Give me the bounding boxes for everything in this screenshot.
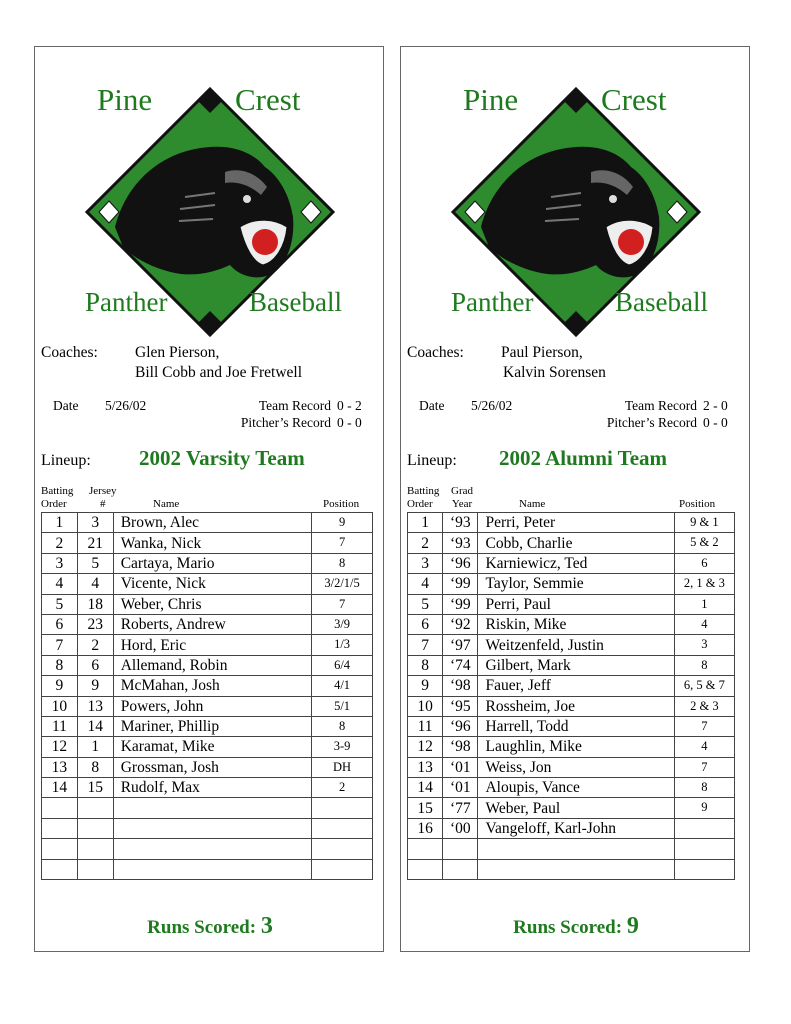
batting-order-cell [42, 798, 78, 818]
batting-order-cell: 1 [408, 513, 443, 533]
date-label: Date [419, 398, 445, 413]
batting-order-cell [408, 839, 443, 859]
batting-order-cell: 10 [42, 696, 78, 716]
jersey-number-cell: 14 [77, 716, 113, 736]
jersey-number-cell: 3 [77, 513, 113, 533]
position-cell: 9 [674, 798, 734, 818]
player-name-cell: Perri, Peter [478, 513, 674, 533]
table-row [42, 676, 373, 696]
player-name-cell: Harrell, Todd [478, 716, 674, 736]
position-cell: 8 [312, 553, 373, 573]
position-cell [674, 859, 734, 879]
player-name-cell: Taylor, Semmie [478, 574, 674, 594]
batting-order-cell: 7 [408, 635, 443, 655]
player-name-cell: Cartaya, Mario [113, 553, 311, 573]
batting-order-cell: 3 [42, 553, 78, 573]
position-cell: 3 [674, 635, 734, 655]
position-cell [674, 839, 734, 859]
batting-order-cell: 9 [42, 676, 78, 696]
position-cell: 9 & 1 [674, 513, 734, 533]
table-row [42, 818, 373, 838]
batting-order-cell: 8 [42, 655, 78, 675]
grad-year-cell: ‘99 [443, 574, 478, 594]
position-cell: 6/4 [312, 655, 373, 675]
jersey-number-cell: 13 [77, 696, 113, 716]
player-name-cell: Gilbert, Mark [478, 655, 674, 675]
table-row [42, 839, 373, 859]
header-order-text: Order [41, 498, 67, 510]
header-batting-text: Batting [41, 485, 74, 497]
lineup-rows [42, 513, 373, 880]
table-row [42, 594, 373, 614]
header-batting-text: Batting [407, 485, 440, 497]
batting-order-cell: 10 [408, 696, 443, 716]
position-cell: 3/2/1/5 [312, 574, 373, 594]
team-record-label: Team Record [624, 398, 697, 413]
position-cell: 5/1 [312, 696, 373, 716]
logo-word-crest: Crest [235, 82, 301, 117]
player-name-cell: Karniewicz, Ted [478, 553, 674, 573]
team-name: 2002 Alumni Team [499, 446, 668, 470]
table-row [42, 798, 373, 818]
player-name-cell [113, 859, 311, 879]
table-row [408, 553, 735, 573]
table-row [42, 737, 373, 757]
header-jersey [89, 485, 117, 511]
header-hash-text: # [100, 498, 106, 510]
table-row [42, 696, 373, 716]
jersey-number-cell: 15 [77, 778, 113, 798]
grad-year-cell: ‘01 [443, 778, 478, 798]
player-name-cell: Vicente, Nick [113, 574, 311, 594]
coach-line-1: Glen Pierson, [135, 344, 220, 361]
position-cell: 4 [674, 614, 734, 634]
batting-order-cell: 1 [42, 513, 78, 533]
player-name-cell [113, 839, 311, 859]
position-cell [312, 798, 373, 818]
player-name-cell: Karamat, Mike [113, 737, 311, 757]
position-cell: 8 [312, 716, 373, 736]
batting-order-cell: 2 [408, 533, 443, 553]
player-name-cell: Rossheim, Joe [478, 696, 674, 716]
table-row [408, 716, 735, 736]
coach-line-1: Paul Pierson, [501, 344, 583, 361]
lineup-card-varsity [34, 46, 384, 952]
batting-order-cell [42, 859, 78, 879]
position-cell: 6 [674, 553, 734, 573]
batting-order-cell: 7 [42, 635, 78, 655]
batting-order-cell: 13 [42, 757, 78, 777]
team-name: 2002 Varsity Team [139, 446, 305, 470]
player-name-cell: Roberts, Andrew [113, 614, 311, 634]
header-grad-year [451, 485, 473, 511]
position-cell: 1/3 [312, 635, 373, 655]
table-row [408, 635, 735, 655]
grad-year-cell: ‘98 [443, 737, 478, 757]
table-row [42, 859, 373, 879]
table-row [408, 859, 735, 879]
coaches-label: Coaches: [41, 344, 98, 361]
lineup-card-alumni [400, 46, 750, 952]
table-row [408, 533, 735, 553]
header-position: Position [323, 498, 360, 510]
batting-order-cell: 12 [42, 737, 78, 757]
batting-order-cell: 6 [42, 614, 78, 634]
player-name-cell: Weber, Paul [478, 798, 674, 818]
position-cell: 4 [674, 737, 734, 757]
grad-year-cell: ‘95 [443, 696, 478, 716]
game-date: 5/26/02 [471, 398, 513, 413]
header-batting-order [407, 485, 439, 511]
table-row [42, 553, 373, 573]
position-cell: 7 [312, 533, 373, 553]
jersey-number-cell [77, 839, 113, 859]
position-cell [312, 859, 373, 879]
grad-year-cell [443, 859, 478, 879]
player-name-cell [113, 818, 311, 838]
player-name-cell: Rudolf, Max [113, 778, 311, 798]
table-row [42, 574, 373, 594]
player-name-cell: Powers, John [113, 696, 311, 716]
player-name-cell: Allemand, Robin [113, 655, 311, 675]
jersey-number-cell: 18 [77, 594, 113, 614]
position-cell: 9 [312, 513, 373, 533]
jersey-number-cell: 23 [77, 614, 113, 634]
table-row [408, 737, 735, 757]
table-row [42, 513, 373, 533]
player-name-cell [478, 859, 674, 879]
lineup-table [407, 512, 735, 880]
grad-year-cell: ‘74 [443, 655, 478, 675]
player-name-cell: Fauer, Jeff [478, 676, 674, 696]
team-logo [35, 47, 385, 337]
lineup-table [41, 512, 373, 880]
table-row [408, 757, 735, 777]
table-row [408, 594, 735, 614]
jersey-number-cell: 5 [77, 553, 113, 573]
coach-line-2: Kalvin Sorensen [503, 364, 606, 381]
batting-order-cell: 6 [408, 614, 443, 634]
position-cell [312, 818, 373, 838]
header-order-text: Order [407, 498, 433, 510]
coaches-label: Coaches: [407, 344, 464, 361]
grad-year-cell: ‘00 [443, 818, 478, 838]
batting-order-cell: 11 [42, 716, 78, 736]
player-name-cell: Weber, Chris [113, 594, 311, 614]
grad-year-cell: ‘92 [443, 614, 478, 634]
batting-order-cell: 2 [42, 533, 78, 553]
position-cell: 2, 1 & 3 [674, 574, 734, 594]
position-cell: 3-9 [312, 737, 373, 757]
jersey-number-cell: 9 [77, 676, 113, 696]
table-row [42, 614, 373, 634]
position-cell: 8 [674, 655, 734, 675]
pitcher-record-label: Pitcher’s Record [606, 415, 697, 430]
player-name-cell [113, 798, 311, 818]
lineup-label: Lineup: [41, 452, 91, 469]
batting-order-cell: 12 [408, 737, 443, 757]
batting-order-cell [42, 818, 78, 838]
table-row [42, 716, 373, 736]
team-record-label: Team Record [258, 398, 331, 413]
table-row [408, 574, 735, 594]
jersey-number-cell [77, 859, 113, 879]
batting-order-cell: 11 [408, 716, 443, 736]
position-cell: 3/9 [312, 614, 373, 634]
player-name-cell: Vangeloff, Karl-John [478, 818, 674, 838]
runs-scored [35, 913, 385, 940]
table-row [408, 513, 735, 533]
team-record: 0 - 2 [337, 398, 362, 413]
player-name-cell: Weitzenfeld, Justin [478, 635, 674, 655]
position-cell: 2 [312, 778, 373, 798]
logo-word-crest: Crest [601, 82, 667, 117]
table-row [408, 655, 735, 675]
grad-year-cell: ‘99 [443, 594, 478, 614]
position-cell: 8 [674, 778, 734, 798]
batting-order-cell: 4 [408, 574, 443, 594]
table-row [42, 635, 373, 655]
player-name-cell: Grossman, Josh [113, 757, 311, 777]
logo-word-pine: Pine [463, 82, 519, 117]
batting-order-cell: 14 [408, 778, 443, 798]
logo-word-baseball: Baseball [615, 287, 708, 317]
jersey-number-cell [77, 798, 113, 818]
batting-order-cell: 8 [408, 655, 443, 675]
table-row [42, 655, 373, 675]
pitcher-record: 0 - 0 [703, 415, 728, 430]
position-cell: 7 [312, 594, 373, 614]
jersey-number-cell: 1 [77, 737, 113, 757]
pitcher-record: 0 - 0 [337, 415, 362, 430]
team-record: 2 - 0 [703, 398, 728, 413]
batting-order-cell: 13 [408, 757, 443, 777]
player-name-cell: Riskin, Mike [478, 614, 674, 634]
batting-order-cell: 5 [408, 594, 443, 614]
grad-year-cell: ‘97 [443, 635, 478, 655]
logo-word-panther: Panther [451, 287, 534, 317]
position-cell: 6, 5 & 7 [674, 676, 734, 696]
header-name: Name [519, 498, 546, 510]
player-name-cell: Cobb, Charlie [478, 533, 674, 553]
jersey-number-cell: 2 [77, 635, 113, 655]
player-name-cell: Brown, Alec [113, 513, 311, 533]
player-name-cell: Aloupis, Vance [478, 778, 674, 798]
table-row [408, 778, 735, 798]
jersey-number-cell: 6 [77, 655, 113, 675]
game-date: 5/26/02 [105, 398, 147, 413]
batting-order-cell [42, 839, 78, 859]
runs-scored-label: Runs Scored: [513, 917, 623, 938]
player-name-cell: McMahan, Josh [113, 676, 311, 696]
player-name-cell: Wanka, Nick [113, 533, 311, 553]
table-row [408, 798, 735, 818]
position-cell [312, 839, 373, 859]
position-cell: 1 [674, 594, 734, 614]
batting-order-cell: 9 [408, 676, 443, 696]
lineup-rows [408, 513, 735, 880]
coach-line-2: Bill Cobb and Joe Fretwell [135, 364, 303, 381]
grad-year-cell [443, 839, 478, 859]
jersey-number-cell [77, 818, 113, 838]
table-row [42, 778, 373, 798]
jersey-number-cell: 21 [77, 533, 113, 553]
table-row [408, 676, 735, 696]
table-row [408, 818, 735, 838]
player-name-cell: Laughlin, Mike [478, 737, 674, 757]
table-row [42, 757, 373, 777]
jersey-number-cell: 8 [77, 757, 113, 777]
position-cell: 5 & 2 [674, 533, 734, 553]
logo-word-panther: Panther [85, 287, 168, 317]
header-batting-order [41, 485, 73, 511]
player-name-cell: Weiss, Jon [478, 757, 674, 777]
team-logo [401, 47, 751, 337]
batting-order-cell: 14 [42, 778, 78, 798]
position-cell: 7 [674, 716, 734, 736]
grad-year-cell: ‘96 [443, 553, 478, 573]
runs-scored [401, 913, 751, 940]
header-year-text: Year [451, 498, 473, 510]
header-position: Position [679, 498, 716, 510]
grad-year-cell: ‘77 [443, 798, 478, 818]
logo-word-pine: Pine [97, 82, 153, 117]
runs-scored-value: 9 [626, 913, 639, 939]
date-label: Date [53, 398, 79, 413]
player-name-cell: Hord, Eric [113, 635, 311, 655]
grad-year-cell: ‘96 [443, 716, 478, 736]
batting-order-cell: 15 [408, 798, 443, 818]
grad-year-cell: ‘93 [443, 533, 478, 553]
position-cell: 7 [674, 757, 734, 777]
player-name-cell: Mariner, Phillip [113, 716, 311, 736]
table-row [408, 614, 735, 634]
logo-word-baseball: Baseball [249, 287, 342, 317]
pitcher-record-label: Pitcher’s Record [240, 415, 331, 430]
batting-order-cell: 4 [42, 574, 78, 594]
batting-order-cell: 3 [408, 553, 443, 573]
player-name-cell [478, 839, 674, 859]
table-row [408, 696, 735, 716]
batting-order-cell: 5 [42, 594, 78, 614]
grad-year-cell: ‘01 [443, 757, 478, 777]
grad-year-cell: ‘93 [443, 513, 478, 533]
batting-order-cell: 16 [408, 818, 443, 838]
jersey-number-cell: 4 [77, 574, 113, 594]
player-name-cell: Perri, Paul [478, 594, 674, 614]
header-grad-text: Grad [451, 485, 473, 497]
lineup-label: Lineup: [407, 452, 457, 469]
grad-year-cell: ‘98 [443, 676, 478, 696]
batting-order-cell [408, 859, 443, 879]
header-jersey-text: Jersey [89, 485, 117, 497]
position-cell: 2 & 3 [674, 696, 734, 716]
header-name: Name [153, 498, 180, 510]
position-cell: 4/1 [312, 676, 373, 696]
table-row [42, 533, 373, 553]
runs-scored-label: Runs Scored: [147, 917, 257, 938]
position-cell [674, 818, 734, 838]
position-cell: DH [312, 757, 373, 777]
table-row [408, 839, 735, 859]
runs-scored-value: 3 [260, 913, 273, 939]
